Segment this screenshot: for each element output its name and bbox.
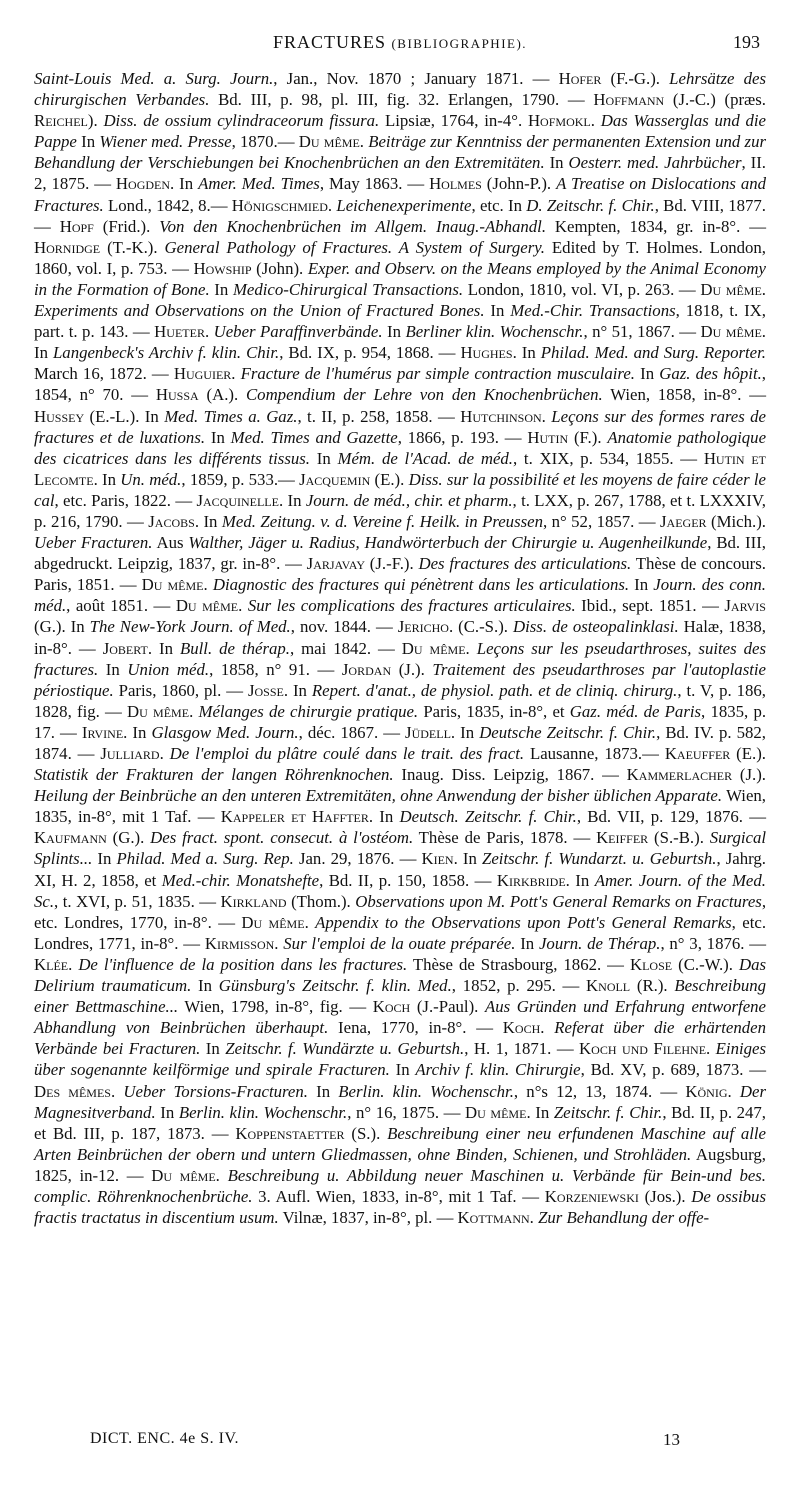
text-segment: (E.-L.). In [84, 406, 165, 426]
work-title: Oesterr. med. Jahrbücher [568, 153, 742, 173]
author-name: Kirmisson [204, 933, 275, 953]
work-title: The New-York Journ. of Med. [89, 617, 291, 637]
text-segment: . [274, 933, 284, 953]
work-title: Beschreibung einer Bettmaschine... [34, 976, 767, 1017]
text-segment: Wien, 1858, in-8°. — [602, 385, 766, 405]
text-segment: . In [368, 807, 400, 827]
text-segment: , 1818, t. IX, part. t. p. 143. — [34, 301, 766, 342]
author-name: Jobert [102, 638, 148, 658]
author-name: Hofmokl [527, 111, 591, 131]
work-title: Experiments and Observations on the Union of Fractured Bones. [34, 301, 485, 321]
text-segment: Aus [152, 533, 189, 553]
author-name: Du même [700, 279, 762, 299]
work-title: Fracture de l'humérus par simple contraction musculaire. [240, 364, 635, 384]
text-segment: , May 1863. — [319, 174, 430, 194]
author-name: Kappeler et Haffter [220, 807, 369, 827]
author-name: Holmes [429, 174, 482, 194]
work-title: De l'emploi du plâtre coulé dans le trait. des fract. [169, 744, 525, 763]
work-title: Heilung der Beinbrüche an den unteren Extremitäten, ohne Anwendung der bisher üblichen Apparate. [34, 786, 723, 806]
text-segment: , 1854, n° 70. — [34, 364, 766, 405]
work-title: Glasgow Med. Journ. [151, 722, 299, 742]
work-title: Philad. Med a. Surg. Rep. [116, 849, 294, 869]
work-title: Archiv f. klin. Chirurgie [415, 1060, 581, 1080]
text-segment: , Bd. II, p. 247, et Bd. III, p. 187, 1873. — [34, 1102, 766, 1143]
author-name: Koch und Filehne [579, 1039, 707, 1059]
work-title: Berliner klin. Wochenschr. [405, 322, 584, 342]
text-segment: . [304, 912, 316, 932]
work-title: Des fractures des articulations. [418, 554, 632, 574]
work-title: Beschreibung u. Abbildung neuer Maschinen u. Verbände für Bein-und bes. complic. Röhrenknochenbrüche. [34, 1165, 767, 1206]
text-segment: . In [123, 722, 152, 742]
text-segment: (A.). [198, 385, 246, 405]
work-title: Referat über die erhärtenden Verbände bei Fracturen. [34, 1018, 766, 1059]
author-name: Kirkland [220, 891, 287, 911]
work-title: Journ. de méd., chir. et pharm. [305, 490, 513, 510]
work-title: Deutsche Zeitschr. f. Chir. [479, 722, 657, 742]
work-title: Diss. de ossium cylindraceorum fissura. [103, 111, 380, 131]
work-title: De ossibus fractis tractatus in discentium usum. [34, 1186, 766, 1228]
text-segment: , Bd. VIII, 1877.— [34, 195, 767, 236]
text-segment: . [761, 279, 766, 299]
author-name: Du même [141, 575, 204, 595]
text-segment: (C.-W.). [672, 954, 739, 974]
text-segment: , nov. 1844. — [290, 617, 398, 637]
author-name: Hofer [558, 69, 602, 88]
work-title: Ueber Torsions-Fracturen. [123, 1081, 308, 1101]
text-segment: , déc. 1867. — [298, 722, 406, 742]
text-segment: , n° 3, 1876. — [660, 933, 767, 953]
text-segment: (Thom.). [286, 891, 356, 911]
text-segment: (E.). [730, 744, 767, 763]
text-segment: In [205, 427, 231, 447]
text-segment: , n° 16, 1875. — [347, 1102, 466, 1122]
author-name: Jaeger [660, 511, 707, 531]
text-segment: , etc. In [471, 195, 527, 215]
work-title: Mélanges de chirurgie pratique. [198, 701, 419, 721]
work-title: Saint-Louis Med. a. Surg. Journ. [34, 69, 274, 88]
header-subtitle: (BIBLIOGRAPHIE). [391, 36, 528, 51]
text-segment: . [238, 596, 248, 616]
text-segment: , etc. Paris, 1822. — [54, 490, 197, 510]
text-segment: , 1835, p. 17. — [34, 701, 767, 742]
text-segment: , Bd. III, abgedruckt. Leipzig, 1837, gr. in-8°. — [34, 533, 766, 574]
work-title: Zeitschr. f. Wundärzte u. Geburtsh. [225, 1039, 465, 1059]
text-segment: London, 1810, vol. VI, p. 263. — [463, 279, 701, 299]
text-segment: (Mich.). [706, 511, 766, 531]
text-segment: . [465, 638, 477, 658]
work-title: Medico-Chirurgical Transactions. [232, 279, 464, 299]
work-title: Observations upon M. Pott's General Remarks on Fractures [355, 891, 762, 911]
text-segment: . In [283, 680, 312, 700]
text-segment: (R.). [630, 976, 675, 996]
work-title: Diagnostic des fractures qui pénètrent dans les articulations. [212, 575, 630, 595]
author-name: Knoll [586, 976, 631, 996]
author-name: Hoffmann [593, 90, 665, 110]
work-title: Amer. Journ. of the Med. Sc. [34, 870, 766, 911]
author-name: Hogden [115, 174, 171, 194]
text-segment: Kempten, 1834, gr. in-8°. — [546, 216, 766, 236]
text-segment: In [389, 1060, 416, 1080]
author-name: Jacquinelle [196, 490, 279, 510]
work-title: Des fract. spont. consecut. à l'ostéom. [150, 828, 414, 848]
text-segment: (F.). [568, 427, 608, 447]
text-segment: . [231, 364, 241, 384]
text-segment: (G.). In [34, 617, 90, 637]
work-title: Wiener med. Presse [99, 132, 232, 152]
work-title: Journ. de Thérap. [538, 933, 661, 953]
text-segment: , août 1851. — [66, 596, 176, 616]
work-title: Bull. de thérap. [179, 638, 290, 658]
text-segment: Lipsiæ, 1764, in-4°. [379, 111, 528, 131]
text-segment: , Bd. IX, p. 954, 1868. — [279, 343, 461, 363]
text-segment: . [215, 1165, 228, 1185]
text-segment: (S.-B.). [648, 828, 710, 848]
text-segment: . [159, 744, 170, 763]
text-segment: (John). [251, 258, 308, 278]
text-segment: , Bd. IV. p. 582, 1874. — [34, 722, 766, 763]
text-segment: In [484, 301, 511, 321]
work-title: De l'influence de la position dans les fractures. [78, 954, 408, 974]
text-segment: Vilnæ, 1837, in-8°, pl. — [278, 1208, 458, 1228]
text-segment: , Jahrg. XI, H. 2, 1858, et [34, 849, 766, 890]
running-head [34, 32, 766, 62]
work-title: Med.-chir. Monatshefte [161, 870, 320, 890]
work-title: Sur les complications des fractures articulaires. [247, 596, 576, 616]
author-name: Hussey [34, 406, 85, 426]
work-title: Med. Zeitung. v. d. Vereine f. Heilk. in Preussen [221, 511, 543, 531]
text-segment: . In [194, 511, 222, 531]
work-title: Med. Times and Gazette [230, 427, 398, 447]
text-segment: , II. 2, 1875. — [34, 153, 766, 194]
author-name: Klose [629, 954, 673, 974]
author-name: Du même [127, 701, 190, 721]
text-segment: Wien, 1835, in-8°, mit 1 Taf. — [34, 786, 767, 827]
work-title: Zeitschr. f. Chir. [553, 1102, 663, 1122]
text-segment: , t. II, p. 258, 1858. — [297, 406, 461, 426]
work-title: Amer. Med. Times [198, 174, 320, 194]
text-segment: , etc. Londres, 1771, in-8°. — [34, 912, 767, 953]
text-segment: In [634, 364, 660, 384]
text-segment: , n°s 12, 13, 1874. — [513, 1081, 686, 1101]
text-segment: In [382, 322, 406, 342]
text-segment: , Bd. XV, p. 689, 1873. — [580, 1060, 766, 1080]
text-segment: , t. XIX, p. 534, 1855. — [512, 448, 704, 468]
author-name: Hutin [527, 427, 569, 447]
work-title: Med.-Chir. Transactions [510, 301, 676, 321]
bibliography-text [34, 68, 766, 1228]
text-segment: Paris, 1860, pl. — [113, 680, 248, 700]
work-title: General Pathology of Fractures. A System of Surgery. [164, 237, 545, 257]
text-segment: Iena, 1770, in-8°. — [328, 1018, 503, 1038]
text-segment: , 1859, p. 533.— [181, 469, 300, 489]
work-title: Diss. de osteopalinklasi. [512, 617, 679, 637]
page-footer [90, 1430, 680, 1454]
text-segment: Thèse de Paris, 1878. — [413, 828, 597, 848]
work-title: Einiges über sogenannte keilförmige und spirale Fracturen. [34, 1039, 767, 1080]
work-title: Ueber Fracturen. [34, 533, 153, 553]
author-name: Du même [401, 638, 466, 658]
work-title: Gaz. méd. de Paris [569, 701, 702, 721]
author-name: Hussa [155, 385, 199, 405]
text-segment: Thèse de concours. Paris, 1851. — [34, 554, 766, 595]
text-segment: , 1858, n° 91. — [209, 659, 342, 679]
text-segment: Ibid., sept. 1851. — [575, 596, 725, 616]
text-segment: , t. LXX, p. 267, 1788, et t. LXXXIV, p. 216, 1790. — [34, 490, 766, 531]
text-segment: , t. XVI, p. 51, 1835. — [54, 891, 221, 911]
work-title: Anatomie pathologique des cicatrices dans les différents tissus. [34, 427, 767, 468]
work-title: Gaz. des hôpit. [659, 364, 762, 384]
author-name: Keiffer [596, 828, 649, 848]
author-name: Howship [193, 258, 252, 278]
work-title: Von den Knochenbrüchen im Allgem. Inaug.-Abhandl. [159, 216, 547, 236]
author-name: Des mêmes [34, 1081, 111, 1101]
text-segment: Lond., 1842, 8.— [103, 195, 232, 215]
text-segment: , Jan., Nov. 1870 ; January 1871. — [273, 69, 559, 88]
text-segment: , t. V, p. 186, 1828, fig. — [34, 680, 766, 721]
text-segment: March 16, 1872. — [34, 364, 174, 384]
author-name: Koppenstaetter [235, 1123, 345, 1143]
text-segment: . [203, 575, 213, 595]
work-title: Beiträge zur Kenntniss der permanenten Extension und zur Behandlung der Verschiebungen bei Knochenbrüchen an den Extremitäten. [34, 132, 766, 173]
work-title: Surgical Splints... [34, 828, 766, 869]
work-title: Leçons sur des formes rares de fractures et de luxations. [34, 406, 767, 447]
text-segment: . (C.-S.). [448, 617, 513, 637]
text-segment: . [727, 1081, 740, 1101]
text-segment: , 1866, p. 193. — [397, 427, 528, 447]
author-name: Du même [175, 596, 239, 616]
text-segment: . In [278, 490, 306, 510]
gathering-number: 13 [663, 1430, 680, 1449]
text-segment: In [209, 279, 233, 299]
text-segment: . [540, 1018, 555, 1038]
text-segment: . In [526, 1102, 554, 1122]
text-segment: Lausanne, 1873.— [524, 744, 665, 763]
work-title: Aus Gründen und Erfahrung entworfene Abhandlung von Beinbrüchen überhaupt. [34, 997, 767, 1038]
text-segment: . In [453, 849, 483, 869]
work-title: Sur l'emploi de la ouate préparée. [283, 933, 516, 953]
work-title: Berlin. klin. Wochenschr. [178, 1102, 348, 1122]
author-name: Jarjavay [306, 554, 366, 574]
text-segment: Augsburg, 1825, in-12. — [34, 1144, 766, 1185]
text-segment: (G.). [106, 828, 151, 848]
text-segment: (S.). [344, 1123, 388, 1143]
author-name: Josse [247, 680, 284, 700]
text-segment: . In [93, 469, 121, 489]
work-title: Journ. des conn. méd. [34, 575, 767, 616]
work-title: Günsburg's Zeitschr. f. klin. Med. [218, 976, 452, 996]
author-name: Reichel [34, 111, 88, 131]
text-segment: In [629, 575, 654, 595]
work-title: Deutsch. Zeitschr. f. Chir. [399, 807, 577, 827]
text-segment: Thèse de Strasbourg, 1862. — [407, 954, 630, 974]
work-title: Das Delirium traumaticum. [34, 954, 766, 996]
work-title: Lehrsätze des chirurgischen Verbandes. [34, 69, 766, 110]
work-title: D. Zeitschr. f. Chir. [526, 195, 655, 215]
text-segment: . [706, 1039, 716, 1059]
text-segment: , n° 51, 1867. — [583, 322, 701, 342]
work-title: Exper. and Observ. on the Means employed by the Animal Economy in the Formation of Bone. [34, 258, 766, 299]
author-name: Jüdell [405, 722, 451, 742]
text-segment: In [515, 933, 539, 953]
text-segment: . In [147, 638, 180, 658]
author-name: Du même [151, 1165, 216, 1185]
text-segment: In [191, 976, 219, 996]
work-title: Un. méd. [120, 469, 182, 489]
author-name: Du même [700, 322, 762, 342]
author-name: Hughes [460, 343, 513, 363]
text-segment: . In [512, 343, 541, 363]
author-name: König [685, 1081, 728, 1101]
author-name: Kaufmann [34, 828, 107, 848]
work-title: Statistik der Frakturen der langen Röhrenknochen. [34, 765, 394, 785]
text-segment: . [111, 1081, 124, 1101]
text-segment: 3. Aufl. Wien, 1833, in-8°, mit 1 Taf. — [252, 1186, 545, 1206]
text-segment: (J.-Paul). [410, 997, 485, 1017]
text-segment: (J.-F.). [365, 554, 419, 574]
text-segment: . [327, 195, 337, 215]
work-title: Berlin. klin. Wochenschr. [338, 1081, 514, 1101]
text-segment: Edited by T. Holmes. London, 1860, vol. I, p. 753. — [34, 237, 766, 278]
page-number: 193 [733, 32, 760, 52]
work-title: Zur Behandlung der offe- [538, 1208, 710, 1228]
text-segment: (J.). [391, 659, 433, 679]
work-title: Med. Times a. Gaz. [164, 406, 298, 426]
work-title: Leçons sur les pseudarthroses, suites des fractures. [34, 638, 766, 679]
author-name: Jacobs [148, 511, 195, 531]
author-name: Koch [502, 1018, 541, 1038]
text-segment: (Jos.). [638, 1186, 692, 1206]
work-title: Compendium der Lehre von den Knochenbrüchen. [245, 385, 603, 405]
author-name: Huguier [173, 364, 232, 384]
author-name: Hornidge [34, 237, 101, 257]
author-name: Du même [465, 1102, 527, 1122]
text-segment: . [541, 406, 552, 426]
text-segment: , H. 1, 1871. — [464, 1039, 580, 1059]
text-segment: , Bd. II, p. 150, 1858. — [319, 870, 497, 890]
work-title: Diss. sur la possibilité et les moyens de faire céder le cal [34, 469, 766, 510]
text-segment: In [307, 1081, 339, 1101]
author-name: Hutin et Lecomte [34, 448, 767, 489]
text-segment: (John-P.). [481, 174, 557, 194]
signature-mark: DICT. ENC. 4e S. IV. [90, 1430, 239, 1447]
work-title: Leichenexperimente [336, 195, 472, 215]
author-name: Hopf [59, 216, 94, 236]
work-title: Das Wasserglas und die Pappe [34, 111, 766, 152]
text-segment: (J.-C.) (præs. [664, 90, 766, 110]
text-segment: Halæ, 1838, in-8°. — [34, 617, 767, 658]
text-segment: Paris, 1835, in-8°, et [418, 701, 570, 721]
text-segment: In [309, 448, 338, 468]
text-segment: (T.-K.). [100, 237, 165, 257]
text-segment: Wien, 1798, in-8°, fig. — [178, 997, 373, 1017]
text-segment: (Frid.). [93, 216, 160, 236]
work-title: Appendix to the Observations upon Pott's General Remarks [315, 912, 732, 932]
author-name: Du même [298, 132, 360, 152]
text-segment: . [529, 1208, 539, 1228]
text-segment: In [92, 849, 117, 869]
author-name: Kammerlacher [626, 765, 733, 785]
text-segment: ). [87, 111, 104, 131]
work-title: Traitement des pseudarthroses par l'autoplastie périostique. [34, 659, 766, 700]
text-segment: In [200, 1039, 226, 1059]
work-title: Der Magnesitverband. [34, 1081, 766, 1122]
text-segment: , etc. Londres, 1770, in-8°. — [34, 891, 767, 932]
work-title: Philad. Med. and Surg. Reporter. [540, 343, 766, 363]
text-segment: , mai 1842. — [289, 638, 402, 658]
work-title: Repert. d'anat., de physiol. path. et de cliniq. chirurg. [311, 680, 678, 700]
author-name: Kottmann [457, 1208, 530, 1228]
author-name: Julliard [100, 744, 160, 763]
text-segment: In [76, 132, 100, 152]
author-name: Hönigschmied [231, 195, 328, 215]
text-segment: (J.). [732, 765, 766, 785]
author-name: Jordan [341, 659, 392, 679]
author-name: Kien [421, 849, 454, 869]
author-name: Koch [372, 997, 411, 1017]
author-name: Hueter [154, 322, 205, 342]
author-name: Irvine [81, 722, 124, 742]
text-segment: . [68, 954, 79, 974]
text-segment: . [359, 132, 369, 152]
author-name: Jericho [397, 617, 449, 637]
text-segment: , 1870.— [231, 132, 299, 152]
text-segment: Bd. III, p. 98, pl. III, fig. 32. Erlangen, 1790. — [209, 90, 594, 110]
work-title: Langenbeck's Archiv f. klin. Chir. [52, 343, 280, 363]
text-segment: . [204, 322, 214, 342]
running-title [34, 32, 766, 53]
header-title: FRACTURES [272, 32, 386, 52]
text-segment: . [189, 701, 199, 721]
text-segment: , 1852, p. 295. — [451, 976, 587, 996]
text-segment: (F.-G.). [601, 69, 670, 88]
work-title: Mém. de l'Acad. de méd. [337, 448, 513, 468]
author-name: Klée [34, 954, 69, 974]
text-segment: Jan. 29, 1876. — [293, 849, 422, 869]
author-name: Korzeniewski [544, 1186, 639, 1206]
work-title: Zeitschr. f. Wundarzt. u. Geburtsh. [482, 849, 717, 869]
author-name: Hutchinson [460, 406, 542, 426]
author-name: Jacquemin [299, 469, 371, 489]
text-segment: . In [170, 174, 199, 194]
text-segment: In [544, 153, 569, 173]
author-name: Kirkbride [496, 870, 566, 890]
work-title: A Treatise on Dislocations and Fractures. [34, 174, 766, 215]
text-segment: . [590, 111, 601, 131]
author-name: Jarvis [724, 596, 766, 616]
work-title: Union méd. [127, 659, 210, 679]
text-segment: (E.). [370, 469, 409, 489]
text-segment: . In [34, 322, 766, 363]
text-segment: In [98, 659, 128, 679]
text-segment: . In [450, 722, 480, 742]
author-name: Du même [241, 912, 305, 932]
work-title: Ueber Paraffinverbände. [213, 322, 383, 342]
text-segment: In [155, 1102, 179, 1122]
work-title: Beschreibung einer neu erfundenen Maschine auf alle Arten Beinbrüchen der obern und untern Gliedmassen, ohne Binden, Schienen, und Strohläden. [34, 1123, 767, 1164]
text-segment: Inaug. Diss. Leipzig, 1867. — [393, 765, 627, 785]
text-segment: , Bd. VII, p. 129, 1876. — [576, 807, 766, 827]
work-title: Walther, Jäger u. Radius, Handwörterbuch der Chirurgie u. Augenheilkunde [188, 533, 708, 553]
text-segment: , n° 52, 1857. — [542, 511, 661, 531]
author-name: Kaeuffer [664, 744, 731, 763]
text-segment: . In [565, 870, 595, 890]
